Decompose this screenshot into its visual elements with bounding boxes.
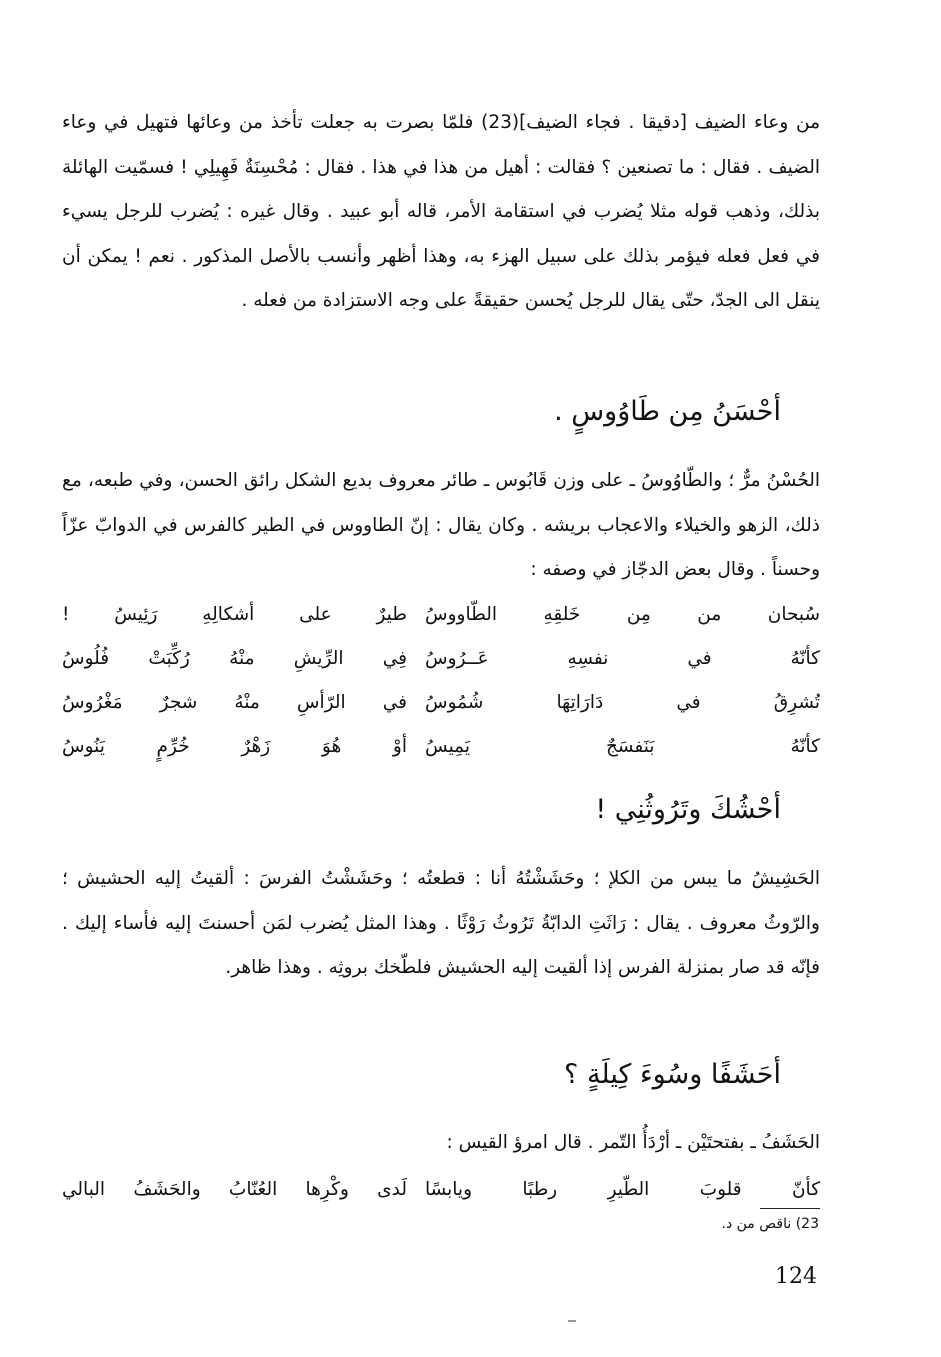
verse-first-hemistich: كأنّهُ بَنَفسَجٌ يَمِيسُ [425,736,820,757]
scan-mark [568,1320,576,1322]
verse-line [62,681,820,725]
verse-second-hemistich: لَدى وكْرِها العُنّابُ والحَشَفُ البالي [62,1179,407,1200]
verse-first-hemistich: كأنّهُ في نفسِهِ عَــرُوسُ [425,648,820,669]
verse-second-hemistich: في الرّأسِ منْهُ شجرٌ مَغْرُوسُ [62,692,407,713]
verse-first-hemistich: كأنّ قلوبَ الطّيرِ رطبًا ويابسًا [425,1179,820,1200]
paragraph-text: من وعاء الضيف [دقيقا . فجاء الضيف](23) فلمّا بصرت به جعلت تأخذ من وعائها فتهيل في وعاء الضيف . فقال : ما تصنعين ؟ فقالت : أهيل من هذا في هذا . فقال : مُحْسِنَةٌ فَهِيلِي ! فسمّيت الهائلة بذلك، وذهب قوله مثلا يُضرب في استقامة الأمر، قاله أبو عبيد . وقال غيره : يُضرب للرجل يسيء في فعل فعله فيؤمر بذلك على سبيل الهزء به، وهذا أظهر وأنسب بالأصل المذكور . نعم ! يمكن أن ينقل الى الجدّ، حتّى يقال للرجل يُحسن حقيقةً على وجه الاستزادة من فعله . [62,112,820,311]
verse-second-hemistich: أوْ هُوَ زَهْرٌ خُرِّمٍ يَنُوسُ [62,736,407,757]
verse-line [62,1168,820,1212]
verse-line [62,593,820,637]
paragraph-text: الحُسْنُ مرٌّ ؛ والطّاوُوسُ ـ على وزن قَابُوس ـ طائر معروف بديع الشكل رائق الحسن، وفي طبعه، مع ذلك، الزهو والخيلاء والاعجاب بريشه . وكان يقال : إنّ الطاووس في الطير كالفرس في الدوابّ عزّاً وحسناً . وقال بعض الدجّاز في وصفه : [62,470,820,580]
paragraph-4 [62,1121,820,1166]
footnote: 23) ناقص من د. [721,1216,819,1232]
heading-proverb-3: أحَشَفًا وسُوءَ كِيلَةٍ ؟ [564,1059,781,1090]
verse-first-hemistich: تُشرِقُ في دَارَاتِهَا شُمُوسُ [425,692,820,713]
footnote-rule [760,1208,820,1209]
heading-proverb-2: أحْشُكَ وتَرُوثُنِي ! [595,794,781,825]
verse-line [62,725,820,769]
paragraph-2 [62,459,820,593]
page-number: 124 [775,1264,817,1289]
verse-first-hemistich: سُبحان من مِن خَلقِهِ الطّاووسُ [425,604,820,625]
paragraph-3 [62,857,820,991]
verse-line [62,637,820,681]
heading-proverb-1: أحْسَنُ مِن طَاوُوسٍ . [554,396,781,427]
paragraph-text: الحَشِيشُ ما يبس من الكلإ ؛ وحَشَشْتُهُ أنا : قطعتُه ؛ وحَشَشْتُ الفرسَ : ألقيتُ إليه الحشيش ؛ والرّوثُ معروف . يقال : رَاثَتِ الدابّةُ تَرُوثُ رَوْثًا . وهذا المثل يُضرب لمَن أحسنتَ إليه فأساء إليك . فإنّه قد صار بمنزلة الفرس إذا ألقيت إليه الحشيش فلطّخك بروثِه . وهذا ظاهر. [62,868,820,978]
verse-second-hemistich: فِي الرِّيشِ منْهُ رُكِّبَتْ فُلُوسُ [62,648,407,669]
paragraph-text: الحَشَفُ ـ بفتحتَيْن ـ أرْدَأُ التّمر . قال امرؤ القيس : [446,1132,820,1153]
paragraph-1 [62,101,820,324]
verse-second-hemistich: طيرٌ على أشكالِهِ رَئِيسُ ! [62,604,407,625]
